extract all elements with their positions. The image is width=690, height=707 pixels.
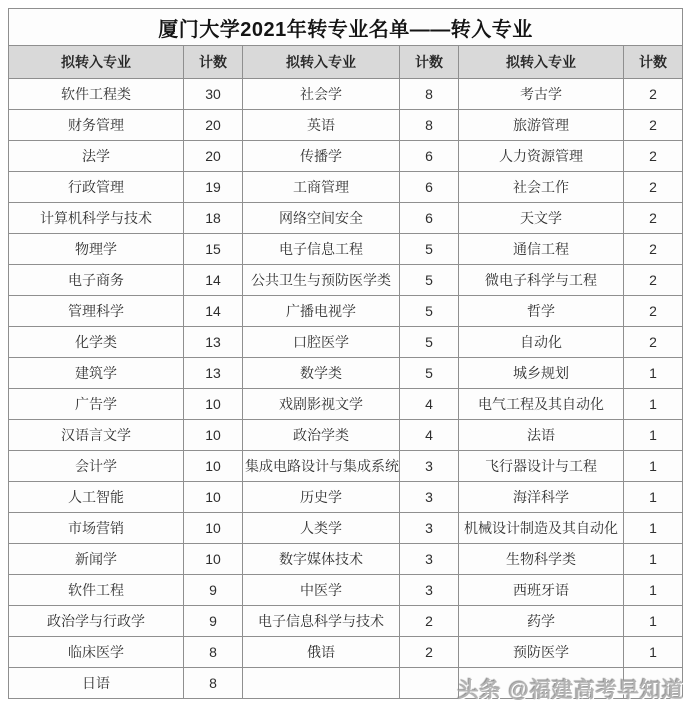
- count-cell: 2: [624, 110, 683, 141]
- major-cell: 广播电视学: [243, 296, 400, 327]
- count-cell: 15: [184, 234, 243, 265]
- table-row: [9, 575, 683, 606]
- table-row: [9, 358, 683, 389]
- major-cell: 机械设计制造及其自动化: [459, 513, 624, 544]
- major-cell: 俄语: [243, 637, 400, 668]
- major-cell: 历史学: [243, 482, 400, 513]
- major-cell: 城乡规划: [459, 358, 624, 389]
- major-cell: 日语: [9, 668, 184, 699]
- major-cell: 建筑学: [9, 358, 184, 389]
- header-row: [9, 46, 683, 79]
- table-row: [9, 482, 683, 513]
- major-cell: 会计学: [9, 451, 184, 482]
- major-cell: 新闻学: [9, 544, 184, 575]
- count-cell: 5: [400, 234, 459, 265]
- table-row: [9, 389, 683, 420]
- major-cell: 中医学: [243, 575, 400, 606]
- count-cell: 1: [624, 637, 683, 668]
- major-cell: 西班牙语: [459, 575, 624, 606]
- major-cell: 财务管理: [9, 110, 184, 141]
- count-cell: 8: [400, 79, 459, 110]
- major-cell: 微电子科学与工程: [459, 265, 624, 296]
- count-cell: 30: [184, 79, 243, 110]
- major-cell: 电子商务: [9, 265, 184, 296]
- count-cell: 1: [624, 451, 683, 482]
- major-cell: 软件工程: [9, 575, 184, 606]
- major-cell: 电子信息科学与技术: [243, 606, 400, 637]
- count-cell: 1: [624, 606, 683, 637]
- major-cell: 预防医学: [459, 637, 624, 668]
- major-cell: 广告学: [9, 389, 184, 420]
- count-cell: 2: [624, 79, 683, 110]
- major-cell: 考古学: [459, 79, 624, 110]
- major-cell: 电气工程及其自动化: [459, 389, 624, 420]
- major-cell: 汉语言文学: [9, 420, 184, 451]
- title-row: [9, 9, 683, 46]
- column-header-major: 拟转入专业: [459, 46, 624, 79]
- count-cell: 5: [400, 358, 459, 389]
- table-row: [9, 513, 683, 544]
- major-cell: 戏剧影视文学: [243, 389, 400, 420]
- count-cell: 9: [184, 606, 243, 637]
- transfer-majors-sheet: [8, 8, 682, 699]
- table-row: [9, 110, 683, 141]
- major-cell: 海洋科学: [459, 482, 624, 513]
- major-cell: 法学: [9, 141, 184, 172]
- column-header-count: 计数: [400, 46, 459, 79]
- major-cell: 政治学类: [243, 420, 400, 451]
- major-cell: 电子信息工程: [243, 234, 400, 265]
- count-cell: 13: [184, 358, 243, 389]
- count-cell: [400, 668, 459, 699]
- count-cell: 1: [624, 482, 683, 513]
- table-row: [9, 451, 683, 482]
- count-cell: 4: [400, 389, 459, 420]
- table-row: [9, 265, 683, 296]
- count-cell: 2: [400, 606, 459, 637]
- count-cell: 10: [184, 420, 243, 451]
- count-cell: 5: [400, 296, 459, 327]
- table-row: [9, 327, 683, 358]
- major-cell: [243, 668, 400, 699]
- count-cell: 14: [184, 296, 243, 327]
- count-cell: 2: [624, 141, 683, 172]
- table-row: [9, 668, 683, 699]
- major-cell: 计算机科学与技术: [9, 203, 184, 234]
- table-row: [9, 296, 683, 327]
- major-cell: [459, 668, 624, 699]
- count-cell: 6: [400, 203, 459, 234]
- count-cell: 10: [184, 544, 243, 575]
- major-cell: 社会学: [243, 79, 400, 110]
- table-body: [9, 79, 683, 699]
- count-cell: 1: [624, 513, 683, 544]
- major-cell: 人力资源管理: [459, 141, 624, 172]
- major-cell: 人工智能: [9, 482, 184, 513]
- table-row: [9, 234, 683, 265]
- major-cell: 药学: [459, 606, 624, 637]
- count-cell: 2: [400, 637, 459, 668]
- table-row: [9, 606, 683, 637]
- major-cell: 数字媒体技术: [243, 544, 400, 575]
- count-cell: 10: [184, 451, 243, 482]
- major-cell: 化学类: [9, 327, 184, 358]
- count-cell: 2: [624, 296, 683, 327]
- table-row: [9, 420, 683, 451]
- major-cell: 工商管理: [243, 172, 400, 203]
- count-cell: 5: [400, 327, 459, 358]
- count-cell: 18: [184, 203, 243, 234]
- major-cell: 网络空间安全: [243, 203, 400, 234]
- table-row: [9, 637, 683, 668]
- table-row: [9, 79, 683, 110]
- table-row: [9, 141, 683, 172]
- count-cell: 3: [400, 575, 459, 606]
- major-cell: 传播学: [243, 141, 400, 172]
- column-header-count: 计数: [624, 46, 683, 79]
- major-cell: 临床医学: [9, 637, 184, 668]
- count-cell: 5: [400, 265, 459, 296]
- major-cell: 自动化: [459, 327, 624, 358]
- major-cell: 生物科学类: [459, 544, 624, 575]
- count-cell: 10: [184, 389, 243, 420]
- transfer-majors-table: [8, 8, 683, 699]
- count-cell: 19: [184, 172, 243, 203]
- major-cell: 英语: [243, 110, 400, 141]
- column-header-major: 拟转入专业: [9, 46, 184, 79]
- count-cell: 8: [184, 668, 243, 699]
- major-cell: 口腔医学: [243, 327, 400, 358]
- major-cell: 公共卫生与预防医学类: [243, 265, 400, 296]
- major-cell: 集成电路设计与集成系统: [243, 451, 400, 482]
- major-cell: 社会工作: [459, 172, 624, 203]
- count-cell: 13: [184, 327, 243, 358]
- count-cell: 6: [400, 141, 459, 172]
- count-cell: 4: [400, 420, 459, 451]
- column-header-major: 拟转入专业: [243, 46, 400, 79]
- table-row: [9, 544, 683, 575]
- major-cell: 政治学与行政学: [9, 606, 184, 637]
- major-cell: 人类学: [243, 513, 400, 544]
- column-header-count: 计数: [184, 46, 243, 79]
- count-cell: 20: [184, 110, 243, 141]
- major-cell: 管理科学: [9, 296, 184, 327]
- count-cell: [624, 668, 683, 699]
- major-cell: 软件工程类: [9, 79, 184, 110]
- count-cell: 2: [624, 327, 683, 358]
- major-cell: 哲学: [459, 296, 624, 327]
- table-row: [9, 203, 683, 234]
- count-cell: 2: [624, 265, 683, 296]
- major-cell: 飞行器设计与工程: [459, 451, 624, 482]
- major-cell: 旅游管理: [459, 110, 624, 141]
- count-cell: 10: [184, 513, 243, 544]
- count-cell: 3: [400, 544, 459, 575]
- count-cell: 1: [624, 389, 683, 420]
- count-cell: 14: [184, 265, 243, 296]
- count-cell: 6: [400, 172, 459, 203]
- table-row: [9, 172, 683, 203]
- count-cell: 20: [184, 141, 243, 172]
- count-cell: 10: [184, 482, 243, 513]
- count-cell: 2: [624, 203, 683, 234]
- count-cell: 1: [624, 358, 683, 389]
- major-cell: 数学类: [243, 358, 400, 389]
- major-cell: 法语: [459, 420, 624, 451]
- count-cell: 8: [400, 110, 459, 141]
- major-cell: 行政管理: [9, 172, 184, 203]
- major-cell: 物理学: [9, 234, 184, 265]
- major-cell: 天文学: [459, 203, 624, 234]
- count-cell: 2: [624, 234, 683, 265]
- count-cell: 3: [400, 482, 459, 513]
- count-cell: 1: [624, 575, 683, 606]
- count-cell: 3: [400, 451, 459, 482]
- count-cell: 8: [184, 637, 243, 668]
- count-cell: 3: [400, 513, 459, 544]
- table-title: 厦门大学2021年转专业名单——转入专业: [9, 9, 683, 46]
- count-cell: 9: [184, 575, 243, 606]
- watermark: 头条 @福建高考早知道: [457, 679, 684, 702]
- major-cell: 通信工程: [459, 234, 624, 265]
- count-cell: 2: [624, 172, 683, 203]
- major-cell: 市场营销: [9, 513, 184, 544]
- count-cell: 1: [624, 544, 683, 575]
- count-cell: 1: [624, 420, 683, 451]
